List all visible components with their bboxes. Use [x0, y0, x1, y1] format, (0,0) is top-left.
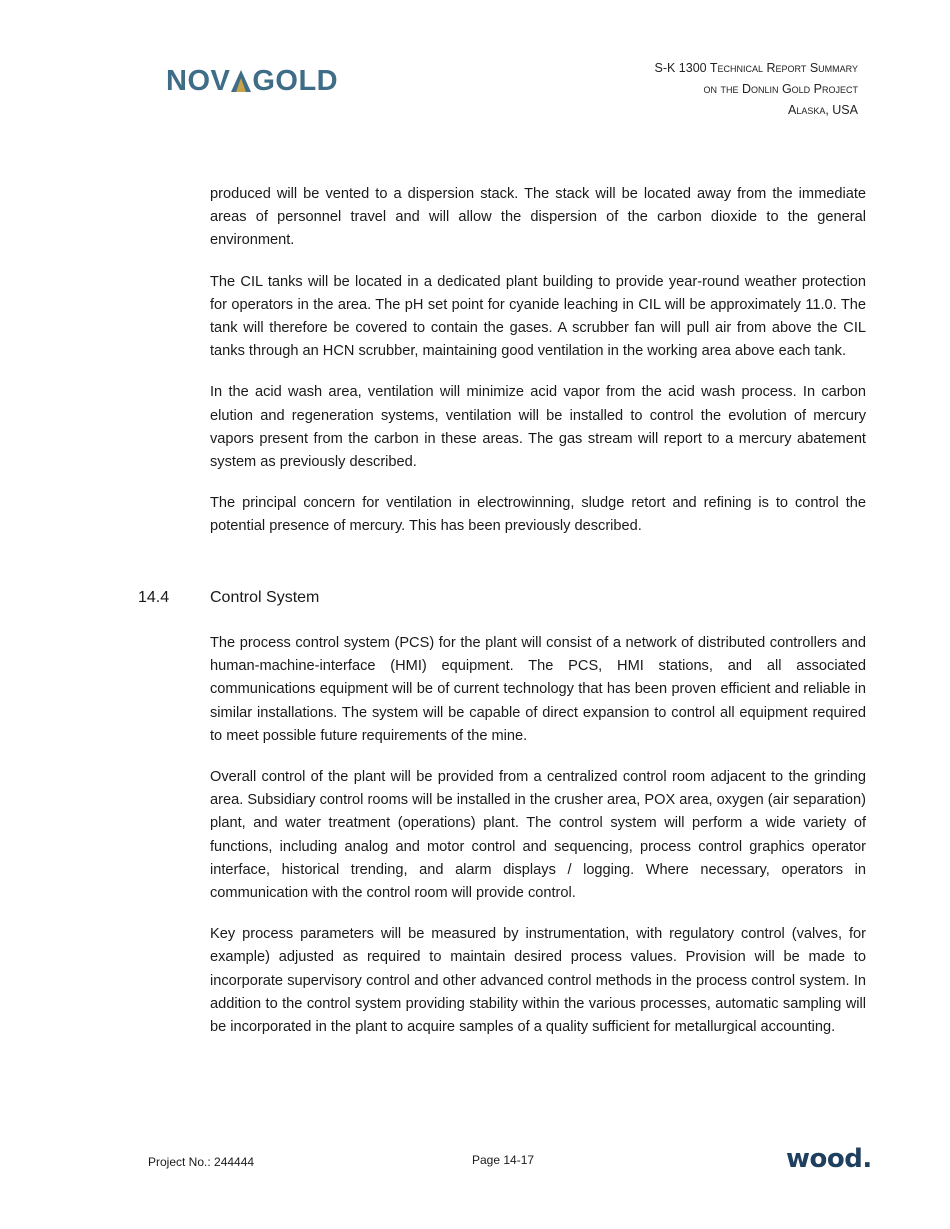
- header-line-1: S-K 1300 Technical Report Summary: [654, 61, 858, 75]
- section-heading: [138, 589, 319, 607]
- logo-text-right: GOLD: [252, 64, 339, 97]
- section-title: Control System: [210, 589, 320, 606]
- page-number: Page 14-17: [472, 1153, 535, 1167]
- paragraph: The process control system (PCS) for the plant will consist of a network of distributed controllers and human-machine-interface (HMI) equipment. The PCS, HMI stations, and all associated communications equipment will be of current technology that has been proven efficient and reliable in similar installations. The system will be capable of direct expansion to control all equipment required to meet possible future requirements of the mine.: [210, 635, 866, 744]
- header-line-3: Alaska, USA: [787, 103, 858, 117]
- report-header: [655, 58, 859, 121]
- paragraph: Overall control of the plant will be provided from a centralized control room adjacent to the grinding area. Subsidiary control rooms will be installed in the crusher area, POX area, oxygen (air separation) plant, and water treatment (operations) plant. The control system will perform a wide variety of functions, including analog and motor control and sequencing, process control graphics operator interface, historical trending, and alarm displays / logging. Where necessary, operators in communication with the control room will provide control.: [210, 769, 866, 902]
- header-line-2: on the Donlin Gold Project: [703, 82, 858, 96]
- paragraph: In the acid wash area, ventilation will minimize acid vapor from the acid wash process. In carbon elution and regeneration systems, ventilation will be installed to control the evolution of mercury vapors present from the carbon in these areas. The gas stream will report to a mercury abatement system as previously described.: [210, 384, 866, 471]
- paragraph: produced will be vented to a dispersion stack. The stack will be located away from the immediate areas of personnel travel and will allow the dispersion of the carbon dioxide to the general environment.: [210, 186, 866, 249]
- paragraph: The principal concern for ventilation in electrowinning, sludge retort and refining is to control the potential presence of mercury. This has been previously described.: [210, 495, 866, 535]
- logo-text-left: NOV: [166, 64, 231, 97]
- paragraph: Key process parameters will be measured by instrumentation, with regulatory control (valves, for example) adjusted as required to maintain desired process values. Provision will be made to incorporate supervisory control and other advanced control methods in the process control system. In addition to the control system providing stability within the various processes, automatic sampling will be incorporated in the plant to acquire samples of a quality sufficient for metallurgical accounting.: [210, 926, 866, 1036]
- body-text-section: [210, 632, 866, 1057]
- project-number: Project No.: 244444: [148, 1155, 255, 1169]
- wood-logo: wood.: [786, 1144, 872, 1174]
- novagold-logo: [166, 64, 338, 98]
- body-text-top: [210, 183, 866, 557]
- section-number: 14.4: [138, 589, 170, 606]
- logo-a-mark: [230, 68, 252, 94]
- paragraph: The CIL tanks will be located in a dedicated plant building to provide year-round weather protection for operators in the area. The pH set point for cyanide leaching in CIL will be approximately 11.0. The tank will therefore be covered to contain the gases. A scrubber fan will pull air from above the CIL tanks through an HCN scrubber, maintaining good ventilation in the working area above each tank.: [210, 273, 866, 360]
